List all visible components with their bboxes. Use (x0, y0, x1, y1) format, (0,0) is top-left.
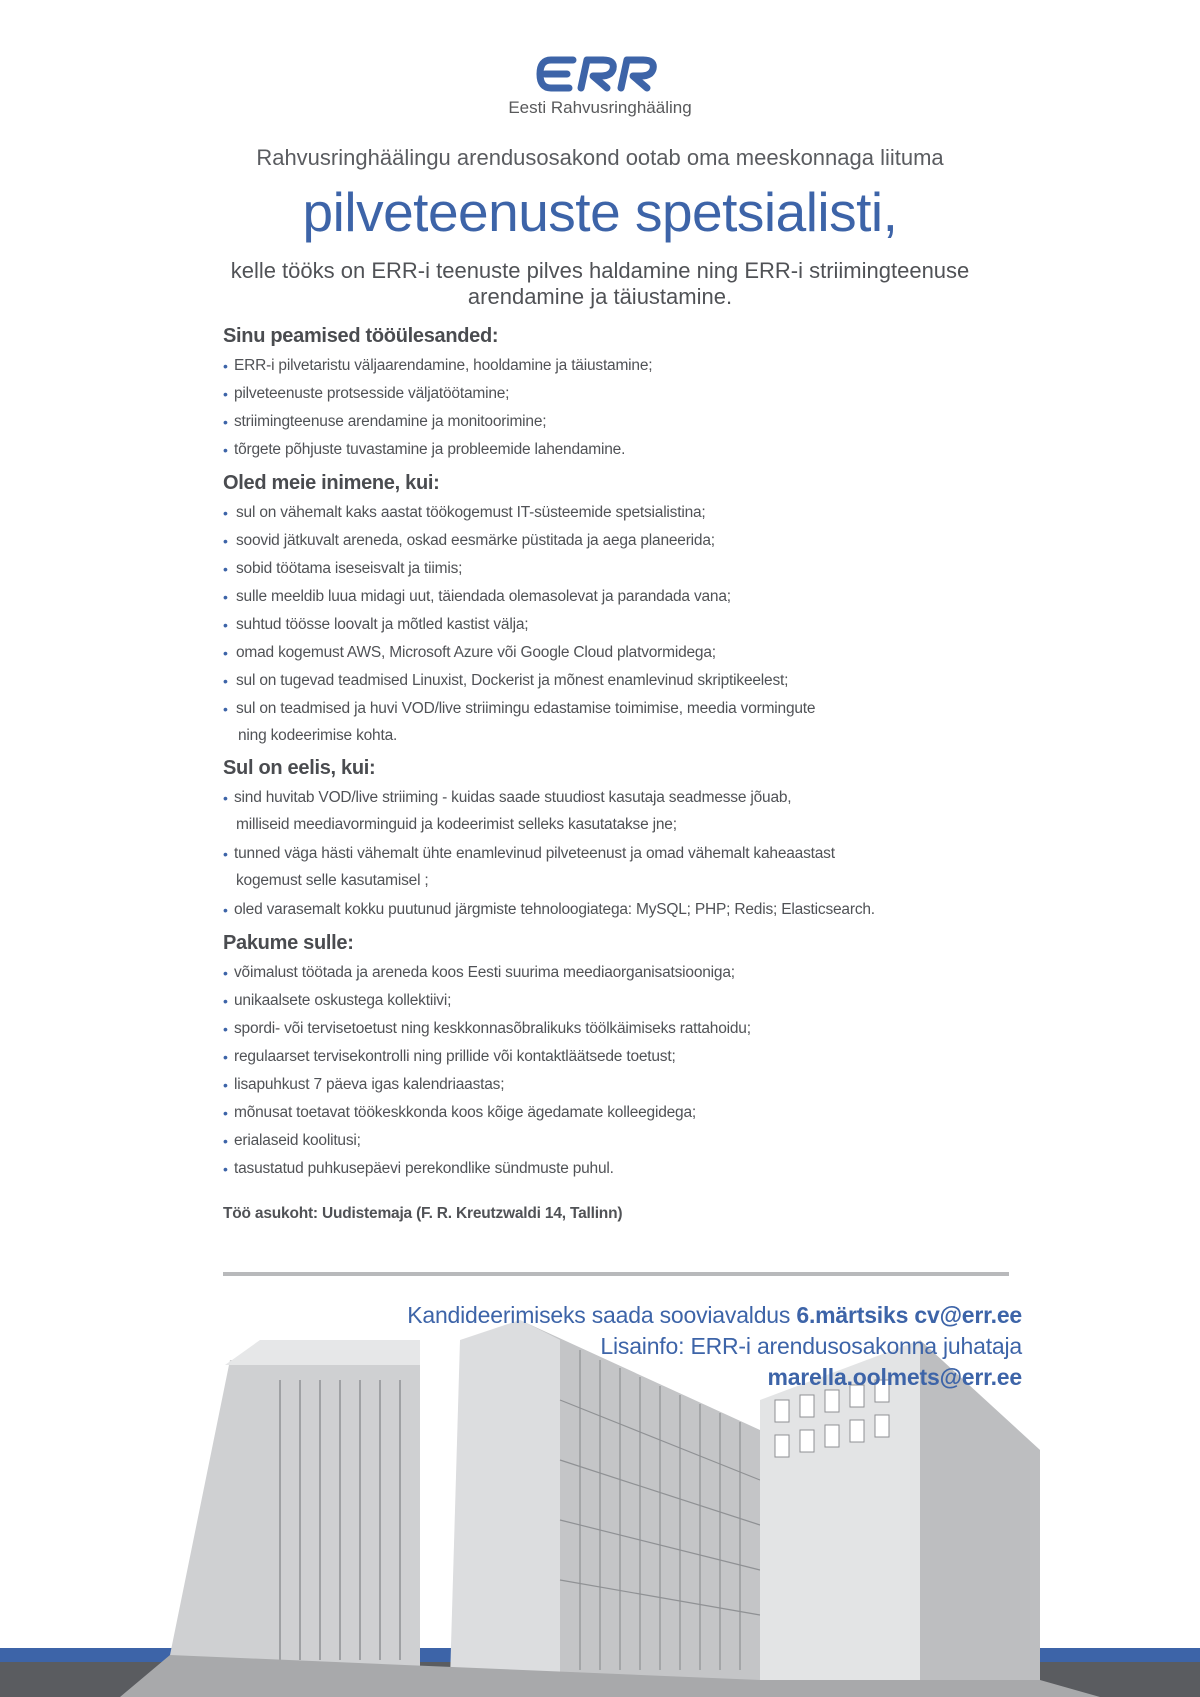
advantages-list (223, 784, 1023, 924)
list-item-text: sind huvitab VOD/live striiming - kuidas saade stuudiost kasutaja seadmesse jõuab, (234, 789, 792, 806)
list-item-text: tunned väga hästi vähemalt ühte enamlevinud pilveteenust ja omad vähemalt kaheaastast (234, 845, 835, 862)
list-item: • erialaseid koolitusi; (223, 1127, 1023, 1155)
list-item: • spordi- või tervisetoetust ning keskkonnasõbralikuks töölkäimiseks rattahoidu; (223, 1015, 1023, 1043)
list-item-continuation: kogemust selle kasutamisel ; (236, 872, 429, 889)
list-item: • soovid jätkuvalt areneda, oskad eesmärke püstitada ja aega planeerida; (223, 527, 1023, 555)
subtitle-text: kelle tööks on ERR-i teenuste pilves haldamine ning ERR-i striimingteenuse arendamine ja täiustamine. (230, 258, 970, 309)
divider (223, 1272, 1009, 1276)
apply-email-link[interactable]: cv@err.ee (914, 1302, 1022, 1328)
list-item: • omad kogemust AWS, Microsoft Azure või Google Cloud platvormidega; (223, 639, 1023, 667)
contact-block (407, 1300, 1022, 1393)
apply-line (407, 1300, 1022, 1331)
apply-text: Kandideerimiseks saada sooviavaldus (407, 1302, 797, 1328)
list-item-continuation: milliseid meediavorminguid ja kodeerimist selleks kasutatakse jne; (236, 816, 677, 833)
list-item: • sul on tugevad teadmised Linuxist, Dockerist ja mõnest enamlevinud skriptikeelest; (223, 667, 1023, 695)
section-title-tasks: Sinu peamised tööülesanded: (223, 325, 499, 347)
list-item: • mõnusat toetavat töökeskkonda koos kõige ägedamate kolleegidega; (223, 1099, 1023, 1127)
list-item: • tasustatud puhkusepäevi perekondlike sündmuste puhul. (223, 1155, 1023, 1183)
list-item: • võimalust töötada ja areneda koos Eesti suurima meediaorganisatsiooniga; (223, 959, 1023, 987)
info-email-line (407, 1362, 1022, 1393)
intro-text: Rahvusringhäälingu arendusosakond ootab oma meeskonnaga liituma (256, 145, 944, 170)
list-item: • ERR-i pilvetaristu väljaarendamine, hooldamine ja täiustamine; (223, 352, 1023, 380)
list-item: • sobid töötama iseseisvalt ja tiimis; (223, 555, 1023, 583)
section-title-requirements: Oled meie inimene, kui: (223, 472, 440, 494)
requirements-list (223, 499, 1023, 749)
list-item: • tõrgete põhjuste tuvastamine ja probleemide lahendamine. (223, 436, 1023, 464)
job-content (223, 325, 1023, 1223)
list-item: • suhtud töösse loovalt ja mõtled kastist välja; (223, 611, 1023, 639)
list-item (223, 695, 1023, 749)
err-logo-icon (535, 52, 665, 96)
err-logo (0, 52, 1200, 118)
section-title-advantages: Sul on eelis, kui: (223, 757, 376, 779)
section-title-offer: Pakume sulle: (223, 932, 354, 954)
list-item: • striimingteenuse arendamine ja monitoorimine; (223, 408, 1023, 436)
list-item: • sulle meeldib luua midagi uut, täiendada olemasolevat ja parandada vana; (223, 583, 1023, 611)
list-item (223, 784, 1023, 838)
list-item: • pilveteenuste protsesside väljatöötamine; (223, 380, 1023, 408)
apply-deadline: 6.märtsiks (796, 1302, 909, 1328)
list-item (223, 840, 1023, 894)
list-item: • sul on vähemalt kaks aastat töökogemust IT-süsteemide spetsialistina; (223, 499, 1023, 527)
list-item: • unikaalsete oskustega kollektiivi; (223, 987, 1023, 1015)
tasks-list (223, 352, 1023, 464)
page-title: pilveteenuste spetsialisti, (302, 181, 898, 243)
logo-subtitle: Eesti Rahvusringhääling (508, 98, 692, 117)
list-item: • oled varasemalt kokku puutunud järgmiste tehnoloogiatega: MySQL; PHP; Redis; Elasticsearch. (223, 896, 1023, 924)
info-email-link[interactable]: marella.oolmets@err.ee (767, 1364, 1022, 1390)
job-location: Töö asukoht: Uudistemaja (F. R. Kreutzwaldi 14, Tallinn) (223, 1205, 623, 1222)
info-line: Lisainfo: ERR-i arendusosakonna juhataja (600, 1333, 1022, 1359)
offer-list (223, 959, 1023, 1183)
list-item-text: sul on teadmised ja huvi VOD/live striimingu edastamise toimimise, meedia vormingute (236, 700, 816, 717)
list-item: • regulaarset tervisekontrolli ning prillide või kontaktläätsede toetust; (223, 1043, 1023, 1071)
list-item-continuation: ning kodeerimise kohta. (238, 727, 398, 744)
list-item: • lisapuhkust 7 päeva igas kalendriaastas; (223, 1071, 1023, 1099)
